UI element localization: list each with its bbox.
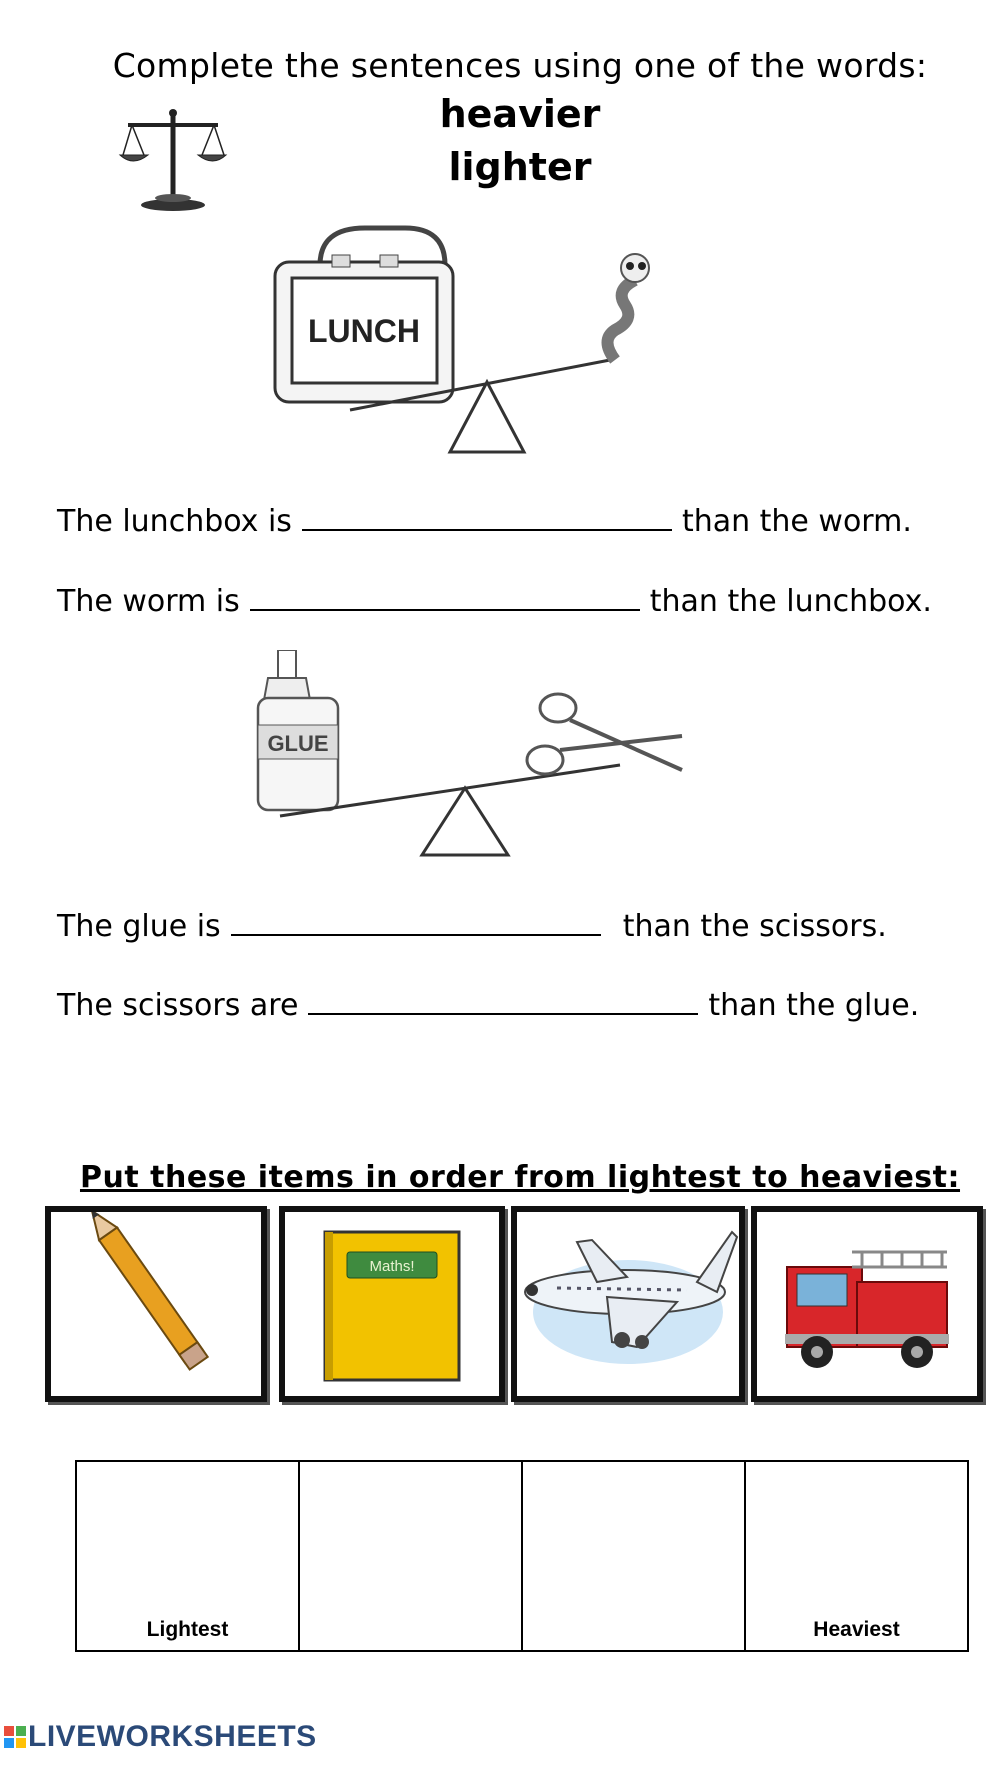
sentence-1-before: The lunchbox is [57,504,292,539]
answer-grid [75,1460,969,1652]
answer-blank-4[interactable] [308,987,698,1015]
glue-label: GLUE [267,731,329,756]
liveworksheets-logo [4,1720,317,1754]
fire-truck-icon [757,1212,977,1396]
sentence-4-before: The scissors are [57,988,299,1023]
sentence-1 [57,503,912,539]
sentence-2 [57,583,932,619]
answer-blank-2[interactable] [250,583,640,611]
sentence-2-before: The worm is [57,584,240,619]
item-card-fire-truck[interactable] [751,1206,983,1402]
pencil-icon [51,1212,261,1396]
answer-cell-1[interactable] [77,1462,300,1650]
worm-icon [608,254,650,360]
sentence-4 [57,987,919,1023]
answer-blank-3[interactable] [231,908,601,936]
lunchbox-icon [275,228,453,402]
sentence-4-after: than the glue. [708,988,920,1023]
item-card-notebook[interactable] [279,1206,505,1402]
glue-scissors-seesaw [250,650,700,865]
answer-cell-4[interactable] [746,1462,967,1650]
sentence-3-after: than the scissors. [622,909,887,944]
scissors-icon [527,694,682,774]
heaviest-label: Heaviest [813,1618,900,1641]
ordering-title: Put these items in order from lightest to heaviest: [79,1160,961,1195]
instructions-title: Complete the sentences using one of the words: [112,46,928,85]
item-card-airplane[interactable] [511,1206,745,1402]
lightest-label: Lightest [146,1618,229,1641]
sentence-3-before: The glue is [57,909,221,944]
item-card-pencil[interactable] [45,1206,267,1402]
notebook-label: Maths! [369,1258,415,1275]
notebook-icon [285,1212,499,1396]
lunchbox-label: LUNCH [308,313,420,349]
logo-text: LIVEWORKSHEETS [28,1720,317,1753]
sentence-2-after: than the lunchbox. [649,584,932,619]
lunchbox-worm-seesaw [270,220,710,460]
sentence-3 [57,908,887,944]
word-heavier: heavier [439,92,601,136]
airplane-icon [517,1212,739,1396]
answer-cell-3[interactable] [523,1462,746,1650]
answer-blank-1[interactable] [302,503,672,531]
answer-cell-2[interactable] [300,1462,523,1650]
balance-scale-icon [118,105,228,215]
logo-mark-icon [4,1726,26,1748]
sentence-1-after: than the worm. [681,504,912,539]
word-lighter: lighter [448,145,592,189]
glue-bottle-icon [258,650,338,810]
